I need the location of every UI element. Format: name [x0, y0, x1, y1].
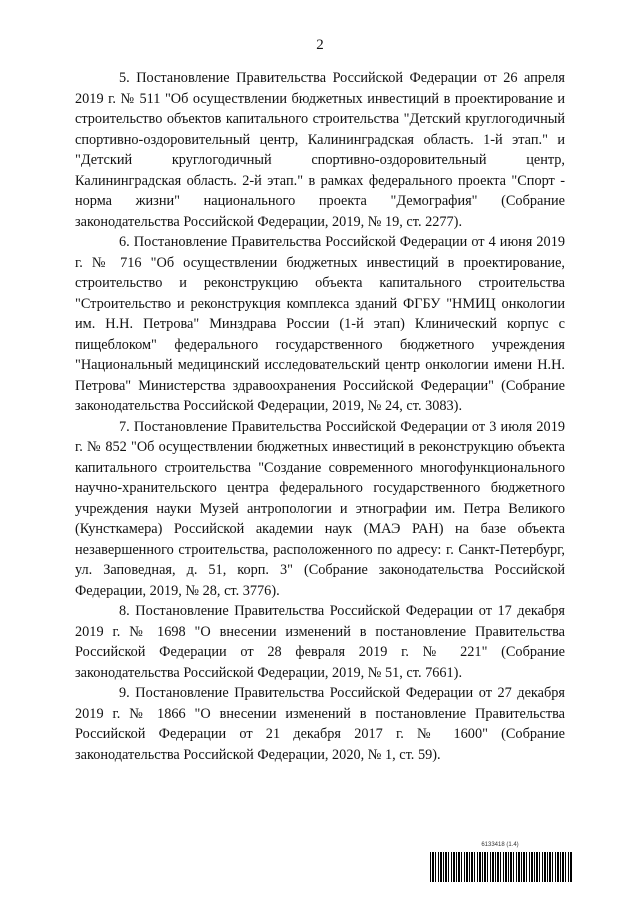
- page-number: 2: [316, 37, 324, 53]
- paragraph-item-7: 7. Постановление Правительства Российской Федерации от 3 июля 2019 г. № 852 "Об осуществлении бюджетных инвестиций в реконструкцию объекта капитального строительства "Создание современного многофункционального научно-хранительского центра федерального государственного бюджетного учреждения науки Музей антропологии и этнографии им. Петра Великого (Кунсткамера) Российской академии наук (МАЭ РАН) на базе объекта незавершенного строительства, расположенного по адресу: г. Санкт-Петербург, ул. Заповедная, д. 51, корп. 3" (Собрание законодательства Российской Федерации, 2019, № 28, ст. 3776).: [75, 418, 565, 599]
- paragraph-item-5: 5. Постановление Правительства Российской Федерации от 26 апреля 2019 г. № 511 "Об осуществлении бюджетных инвестиций в проектирование и строительство объектов капитального строительства "Детский круглогодичный спортивно-оздоровительный центр, Калининградская область. 1-й этап." и "Детский круглогодичный спортивно-оздоровительный центр, Калининградская область. 2-й этап." в рамках федерального проекта "Спорт - норма жизни" национального проекта "Демография" (Собрание законодательства Российской Федерации, 2019, № 19, ст. 2277).: [75, 70, 565, 230]
- paragraph-item-9: 9. Постановление Правительства Российской Федерации от 27 декабря 2019 г. № 1866 "О внесении изменений в постановление Правительства Российской Федерации от 21 декабря 2017 г. № 1600" (Собрание законодательства Российской Федерации, 2020, № 1, ст. 59).: [75, 685, 565, 763]
- paragraph-item-8: 8. Постановление Правительства Российской Федерации от 17 декабря 2019 г. № 1698 "О внесении изменений в постановление Правительства Российской Федерации от 28 февраля 2019 г. № 221" (Собрание законодательства Российской Федерации, 2019, № 51, ст. 7661).: [75, 603, 565, 681]
- document-body: [75, 68, 565, 765]
- paragraph-item-6: 6. Постановление Правительства Российской Федерации от 4 июня 2019 г. № 716 "Об осуществлении бюджетных инвестиций в проектирование, строительство и реконструкцию объекта капитального строительства "Строительство и реконструкция комплекса зданий ФГБУ "НМИЦ онкологии им. Н.Н. Петрова" Минздрава России (1-й этап) Клинический корпус с пищеблоком" федерального государственного бюджетного учреждения "Национальный медицинский исследовательский центр онкологии имени Н.Н. Петрова" Министерства здравоохранения Российской Федерации" (Собрание законодательства Российской Федерации, 2019, № 24, ст. 3083).: [75, 234, 565, 414]
- barcode-icon: [430, 852, 572, 882]
- barcode-label: 6133418 (1.4): [481, 842, 519, 848]
